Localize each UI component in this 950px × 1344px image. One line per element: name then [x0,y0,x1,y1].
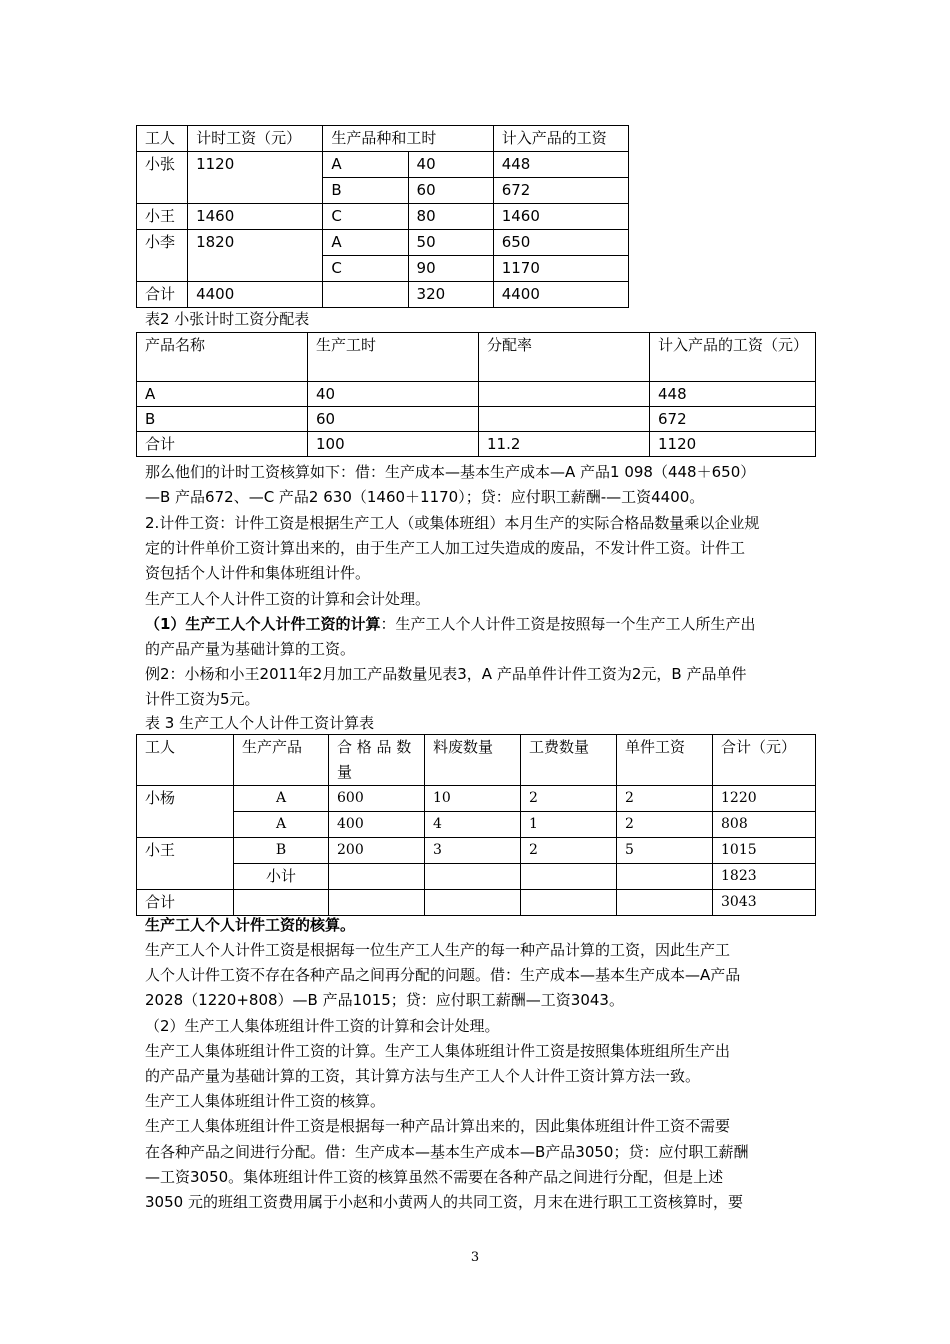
table-row [137,432,816,457]
table-cell: 1 [521,812,617,838]
table-cell: 2 [617,786,713,812]
table-cell: A [137,382,308,407]
table-cell [425,864,521,890]
paragraph-line: 的产品产量为基础计算的工资，其计算方法与生产工人个人计件工资计算方法一致。 [145,1067,701,1085]
table-cell [521,890,617,916]
table-cell [323,282,408,308]
table-cell: 50 [408,230,493,256]
table-header: 合计（元） [713,735,816,786]
table-cell: 小李 [137,230,188,282]
table-cell: 合计 [137,432,308,457]
table-row [137,282,629,308]
table-2-caption: 表2 小张计时工资分配表 [145,310,310,328]
table-header: 生产产品 [234,735,329,786]
table-cell: 3043 [713,890,816,916]
table-3-caption: 表 3 生产工人个人计件工资计算表 [145,714,375,732]
table-cell: 4400 [493,282,628,308]
paragraph-line: 生产工人集体班组计件工资的计算。生产工人集体班组计件工资是按照集体班组所生产出 [145,1042,731,1060]
table-header: 计入产品的工资（元） [650,333,816,382]
wage-allocation-table-2 [136,332,816,457]
paragraph-line: 计件工资为5元。 [145,690,260,708]
table-cell: 448 [650,382,816,407]
table-cell: 60 [308,407,479,432]
table-cell: 672 [650,407,816,432]
table-cell [479,407,650,432]
table-cell: 100 [308,432,479,457]
table-cell: A [323,152,408,178]
table-header-row [137,126,629,152]
table-cell: 小杨 [137,786,234,838]
table-header: 合 格 品 数 量 [329,735,425,786]
table-cell: 400 [329,812,425,838]
table-row [137,407,816,432]
table-header: 单件工资 [617,735,713,786]
paragraph-line: 在各种产品之间进行分配。借：生产成本—基本生产成本—B产品3050；贷：应付职工薪酬 [145,1143,749,1161]
paragraph-line: 生产工人集体班组计件工资是根据每一种产品计算出来的，因此集体班组计件工资不需要 [145,1117,731,1135]
table-cell: 合计 [137,282,188,308]
table-cell: 小计 [234,864,329,890]
table-cell [617,864,713,890]
table-cell: B [323,178,408,204]
table-cell: 1170 [493,256,628,282]
paragraph-line: 生产工人集体班组计件工资的核算。 [145,1092,386,1110]
table-cell [617,890,713,916]
paragraph-line [145,612,815,637]
table-cell: 1015 [713,838,816,864]
table-row [137,152,629,178]
table-row [137,838,816,864]
paragraph-line: 资包括个人计件和集体班组计件。 [145,564,371,582]
table-header: 工费数量 [521,735,617,786]
wage-table-1 [136,125,629,308]
table-cell: 小张 [137,152,188,204]
table-cell: C [323,204,408,230]
table-cell: 200 [329,838,425,864]
table-row [137,786,816,812]
table-header: 料废数量 [425,735,521,786]
table-cell: C [323,256,408,282]
table-header: 工人 [137,735,234,786]
table-cell: 1220 [713,786,816,812]
table-cell: 448 [493,152,628,178]
table-header-row [137,333,816,382]
paragraph-line: 2.计件工资：计件工资是根据生产工人（或集体班组）本月生产的实际合格品数量乘以企业规 [145,514,760,532]
paragraph-line: 3050 元的班组工资费用属于小赵和小黄两人的共同工资，月末在进行职工工资核算时，要 [145,1193,743,1211]
table-cell: 3 [425,838,521,864]
table-cell [479,382,650,407]
piece-wage-table-3 [136,734,816,916]
paragraph-line: 的产品产量为基础计算的工资。 [145,640,356,658]
table-header: 产品名称 [137,333,308,382]
table-cell: 2 [521,786,617,812]
table-cell: 10 [425,786,521,812]
table-header: 工人 [137,126,188,152]
table-row [137,864,816,890]
paragraph-line: 例2：小杨和小王2011年2月加工产品数量见表3，A 产品单件计件工资为2元，B 产品单件 [145,665,747,683]
table-header: 计时工资（元） [188,126,323,152]
table-header: 生产工时 [308,333,479,382]
paragraph-text: ：生产工人个人计件工资是按照每一个生产工人所生产出 [380,615,756,633]
table-row [137,382,816,407]
table-cell: 1460 [188,204,323,230]
table-cell: 60 [408,178,493,204]
table-cell: A [234,786,329,812]
table-cell: 808 [713,812,816,838]
table-header: 计入产品的工资 [493,126,628,152]
table-cell: 小王 [137,838,234,890]
table-cell: 650 [493,230,628,256]
table-row [137,812,816,838]
table-header-row [137,735,816,786]
table-cell: 320 [408,282,493,308]
paragraph-line: 2028（1220+808）—B 产品1015；贷：应付职工薪酬—工资3043。 [145,991,624,1009]
paragraph-line: 生产工人个人计件工资是根据每一位生产工人生产的每一种产品计算的工资，因此生产工 [145,941,731,959]
paragraph-line: 定的计件单价工资计算出来的，由于生产工人加工过失造成的废品，不发计件工资。计件工 [145,539,746,557]
paragraph-line: —工资3050。集体班组计件工资的核算虽然不需要在各种产品之间进行分配，但是上述 [145,1168,724,1186]
page-number: 3 [470,1250,480,1265]
table-cell: 1820 [188,230,323,282]
table-cell: A [234,812,329,838]
table-cell [329,890,425,916]
table-cell: 600 [329,786,425,812]
table-row [137,230,629,256]
table-cell: 2 [617,812,713,838]
table-cell: 1823 [713,864,816,890]
table-cell: 4400 [188,282,323,308]
table-cell [329,864,425,890]
table-cell: 90 [408,256,493,282]
table-cell: 80 [408,204,493,230]
paragraph-line: 人个人计件工资不存在各种产品之间再分配的问题。借：生产成本—基本生产成本—A产品 [145,966,741,984]
table-row [137,204,629,230]
table-cell: 合计 [137,890,234,916]
bold-subheading: （1）生产工人个人计件工资的计算 [145,615,381,633]
table-cell [521,864,617,890]
table-cell: 40 [408,152,493,178]
table-header: 分配率 [479,333,650,382]
table-cell [425,890,521,916]
section-heading: 生产工人个人计件工资的核算。 [145,916,356,934]
table-cell: 5 [617,838,713,864]
table-cell: B [234,838,329,864]
paragraph-line: —B 产品672、—C 产品2 630（1460＋1170）；贷：应付职工薪酬-—工资4400。 [145,488,705,506]
table-cell [234,890,329,916]
paragraph-line: 那么他们的计时工资核算如下：借：生产成本—基本生产成本—A 产品1 098（448＋650） [145,463,756,481]
table-cell: 1120 [188,152,323,204]
paragraph-line: （2）生产工人集体班组计件工资的计算和会计处理。 [145,1017,500,1035]
table-cell: B [137,407,308,432]
table-row [137,890,816,916]
table-cell: 2 [521,838,617,864]
table-cell: 4 [425,812,521,838]
table-header: 生产品种和工时 [323,126,493,152]
table-cell: 1460 [493,204,628,230]
table-cell: 40 [308,382,479,407]
paragraph-line: 生产工人个人计件工资的计算和会计处理。 [145,590,431,608]
table-cell: A [323,230,408,256]
table-cell: 672 [493,178,628,204]
table-cell: 1120 [650,432,816,457]
table-cell: 小王 [137,204,188,230]
table-cell: 11.2 [479,432,650,457]
